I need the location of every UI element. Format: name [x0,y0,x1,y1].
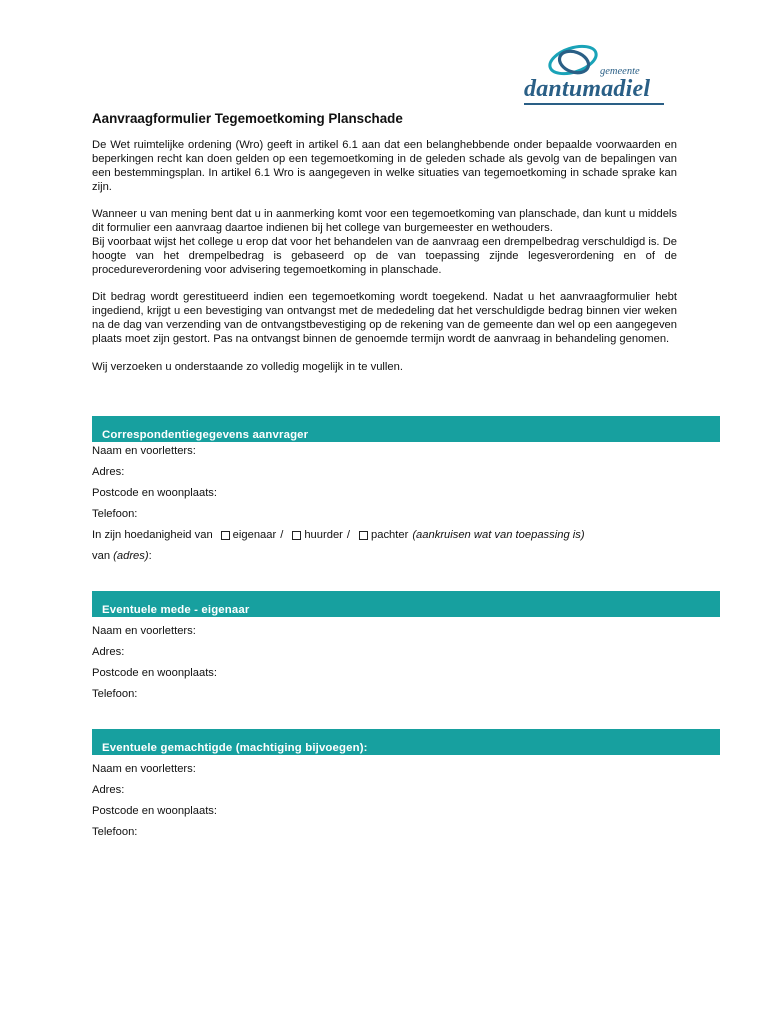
section-header-aanvrager [92,416,720,442]
van-label [92,550,152,562]
option-separator: / [346,529,350,541]
field-row-adres-mede-eigenaar [92,643,712,661]
logo-underline [524,103,664,105]
field-row-adres-aanvrager [92,463,712,481]
capacity-prefix: In zijn hoedanigheid van [92,529,213,541]
field-row-postcode-mede-eigenaar [92,664,712,682]
field-row-adres-gemachtigde [92,781,712,799]
municipality-logo [518,40,678,102]
field-label: Postcode en woonplaats: [92,805,218,817]
gemachtigde-naam-input[interactable] [200,761,712,777]
option-huurder-label: huurder [304,529,343,541]
field-row-postcode-aanvrager [92,484,712,502]
mede-eigenaar-naam-input[interactable] [200,623,712,639]
gemachtigde-adres-input[interactable] [128,782,712,798]
logo-swirl-icon [518,40,678,80]
aanvrager-postcode-input[interactable] [221,485,712,501]
gemachtigde-postcode-input[interactable] [221,803,712,819]
mede-eigenaar-postcode-input[interactable] [221,665,712,681]
section-header-mede-eigenaar [92,591,720,617]
field-label: Telefoon: [92,688,138,700]
field-label: Postcode en woonplaats: [92,487,218,499]
field-label: Adres: [92,466,125,478]
checkbox-huurder-icon[interactable] [292,531,301,540]
field-row-naam-aanvrager [92,442,712,460]
field-row-naam-mede-eigenaar [92,622,712,640]
intro-paragraph-3: Dit bedrag wordt gerestitueerd indien een tegemoetkoming wordt toegekend. Nadat u het aanvraagformulier hebt ingediend, krijgt u een bevestiging van ontvangst met de mededeling dat het verschuldigde bedrag binnen vier weken na de dag van verzending van de ontvangstbevestiging op de rekening van de gemeente dan wel op een aangegeven plaats moet zijn gestort. Pas na ontvangst binnen de genoemde termijn wordt de aanvraag in behandeling genomen. [92,291,677,346]
field-label: Telefoon: [92,508,138,520]
field-label: Telefoon: [92,826,138,838]
field-row-telefoon-aanvrager [92,505,712,523]
intro-paragraph-1: De Wet ruimtelijke ordening (Wro) geeft in artikel 6.1 aan dat een belanghebbende onder bepaalde voorwaarden en beperkingen recht kan doen gelden op een tegemoetkoming in de geleden schade als gevolg van de bepalingen van een bestemmingsplan. In artikel 6.1 Wro is aangegeven in welke situaties van tegemoetkoming in schade sprake kan zijn. [92,139,677,193]
aanvrager-naam-input[interactable] [200,443,712,459]
section-header-mede-eigenaar-label: Eventuele mede - eigenaar [102,604,250,616]
checkbox-eigenaar-icon[interactable] [221,531,230,540]
section-header-gemachtigde [92,729,720,755]
field-row-van-adres [92,547,712,565]
field-label: Postcode en woonplaats: [92,667,218,679]
logo-gemeente-text: gemeente [600,66,640,77]
logo-name-text: dantumadiel [524,76,651,102]
intro-text [92,139,677,388]
van-prefix: van [92,550,111,562]
field-row-telefoon-gemachtigde [92,823,712,841]
form-title: Aanvraagformulier Tegemoetkoming Planschade [92,111,403,126]
aanvrager-adres-input[interactable] [128,464,712,480]
van-adres-input[interactable] [156,548,712,564]
option-pachter[interactable] [359,529,408,541]
field-label: Naam en voorletters: [92,625,196,637]
option-huurder[interactable] [292,529,343,541]
intro-paragraph-2: Wanneer u van mening bent dat u in aanmerking komt voor een tegemoetkoming van planschade, dan kunt u middels dit formulier een aanvraag daartoe indienen bij het college van burgemeester en wethouders. Bij voorbaat wijst het college u erop dat voor het behandelen van de aanvraag een drempelbedrag verschuldigd is. De hoogte van het drempelbedrag is gebaseerd op de van toepassing zijnde legesverordening en of de procedureverordening voor advisering tegemoetkoming in planschade. [92,208,677,276]
capacity-note: (aankruisen wat van toepassing is) [412,529,585,541]
checkbox-pachter-icon[interactable] [359,531,368,540]
field-label: Naam en voorletters: [92,763,196,775]
option-separator: / [280,529,284,541]
mede-eigenaar-telefoon-input[interactable] [141,686,712,702]
field-label: Adres: [92,646,125,658]
intro-paragraph-4: Wij verzoeken u onderstaande zo volledig mogelijk in te vullen. [92,360,403,373]
section-header-aanvrager-label: Correspondentiegegevens aanvrager [102,429,309,441]
aanvrager-telefoon-input[interactable] [141,506,712,522]
option-pachter-label: pachter [371,529,409,541]
field-label: Adres: [92,784,125,796]
van-suffix: : [148,550,152,562]
option-eigenaar[interactable] [221,529,277,541]
gemachtigde-telefoon-input[interactable] [141,824,712,840]
van-note: (adres) [113,550,149,562]
section-header-gemachtigde-label: Eventuele gemachtigde (machtiging bijvoegen): [102,742,368,754]
field-label: Naam en voorletters: [92,445,196,457]
field-row-telefoon-mede-eigenaar [92,685,712,703]
mede-eigenaar-adres-input[interactable] [128,644,712,660]
option-eigenaar-label: eigenaar [232,529,277,541]
field-row-postcode-gemachtigde [92,802,712,820]
capacity-row [92,526,712,544]
field-row-naam-gemachtigde [92,760,712,778]
